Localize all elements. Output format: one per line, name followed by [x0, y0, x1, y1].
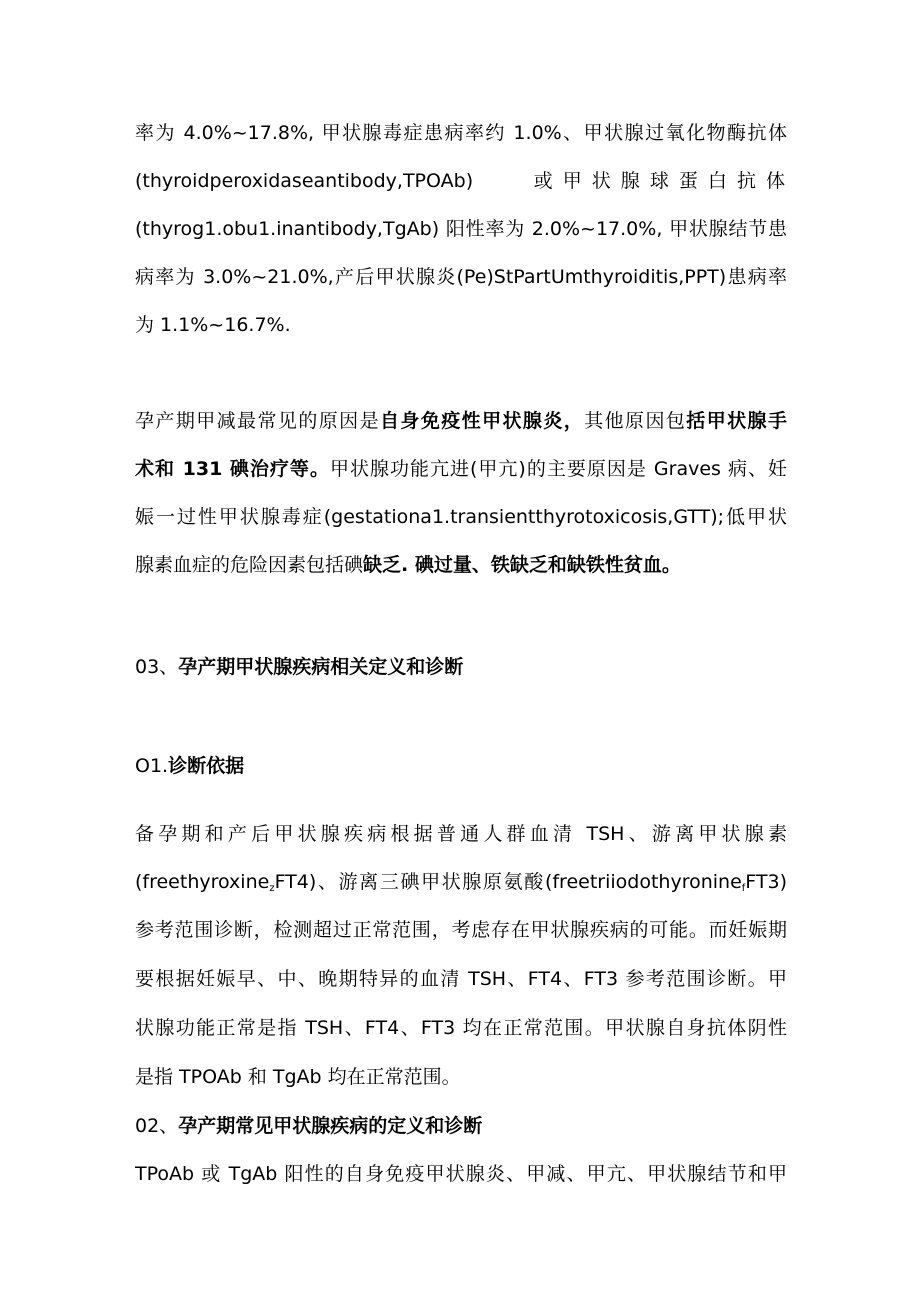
para4-line1: TPoAb 或 TgAb 阳性的自身免疫甲状腺炎、甲减、甲亢、甲状腺结节和甲: [135, 1163, 787, 1185]
para1-line5: 为 1.1%~16.7%.: [135, 314, 291, 336]
para3-line1: 备孕期和产后甲状腺疾病根据普通人群血清 TSH、游离甲状腺素: [135, 823, 787, 845]
para2-line3: 娠一过性甲状腺毒症(gestationa1.transientthyrotoxicosis,GTT);低甲状: [135, 506, 787, 528]
subsection-02-heading: [135, 1113, 482, 1139]
para3-line4: 要根据妊娠早、中、晚期特异的血清 TSH、FT4、FT3 参考范围诊断。甲: [135, 968, 787, 990]
para2-line1: [135, 408, 787, 434]
para3-line2: [135, 869, 787, 895]
subsection-02-title: 孕产期常见甲状腺疾病的定义和诊断: [178, 1115, 483, 1137]
para3-line3: 参考范围诊断，检测超过正常范围，考虑存在甲状腺疾病的可能。而妊娠期: [135, 919, 787, 941]
section-03-heading: [135, 654, 463, 680]
para3-line2-subscript-b: f: [741, 883, 746, 894]
section-03-number: 03、: [135, 656, 179, 678]
para3-line2-text-a: (freethyroxine: [135, 871, 270, 893]
para3-line2-text-b: FT4)、游离三碘甲状腺原氨酸(freetriiodothyronine: [274, 871, 742, 893]
para3-line2-subscript-a: z: [269, 883, 275, 894]
para1-line2-chinese: 或 甲 状 腺 球 蛋 白 抗 体: [533, 170, 787, 192]
para2-line1-text-b: 其他原因包: [584, 410, 687, 432]
para2-line1-bold-a: 自身免疫性甲状腺炎，: [380, 410, 585, 432]
para3-line2-text-c: FT3): [745, 871, 787, 893]
para2-line4: [135, 552, 787, 578]
para2-line4-bold: 缺乏. 碘过量、铁缺乏和缺铁性贫血。: [363, 554, 681, 576]
para2-line1-text-a: 孕产期甲减最常见的原因是: [135, 410, 381, 432]
para1-line2-english: (thyroidperoxidaseantibody,TPOAb): [135, 170, 474, 192]
subsection-01-title: 诊断依据: [168, 755, 245, 777]
para1-line4: 病率为 3.0%~21.0%,产后甲状腺炎(Pe)StPartUmthyroiditis,PPT)患病率: [135, 266, 787, 288]
para3-line5: 状腺功能正常是指 TSH、FT4、FT3 均在正常范围。甲状腺自身抗体阴性: [135, 1017, 787, 1039]
subsection-01-heading: [135, 753, 244, 779]
para1-line3: (thyrog1.obu1.inantibody,TgAb) 阳性率为 2.0%~17.0%, 甲状腺结节患: [135, 218, 787, 240]
para1-line2: [135, 168, 787, 194]
para1-line1: 率为 4.0%~17.8%, 甲状腺毒症患病率约 1.0%、甲状腺过氧化物酶抗体: [135, 122, 787, 144]
para2-line2: [135, 456, 787, 482]
section-03-title: 孕产期甲状腺疾病相关定义和诊断: [178, 656, 464, 678]
subsection-02-number: 02、: [135, 1115, 179, 1137]
para2-line2-text: 甲状腺功能亢进(甲亢)的主要原因是 Graves 病、妊: [329, 458, 787, 480]
para2-line4-text: 腺素血症的危险因素包括碘: [135, 554, 364, 576]
para3-line6: 是指 TPOAb 和 TgAb 均在正常范围。: [135, 1066, 461, 1088]
para2-line2-bold: 术和 131 碘治疗等。: [135, 458, 330, 480]
subsection-01-number: O1.: [135, 755, 169, 777]
para2-line1-bold-b: 括甲状腺手: [686, 410, 787, 432]
